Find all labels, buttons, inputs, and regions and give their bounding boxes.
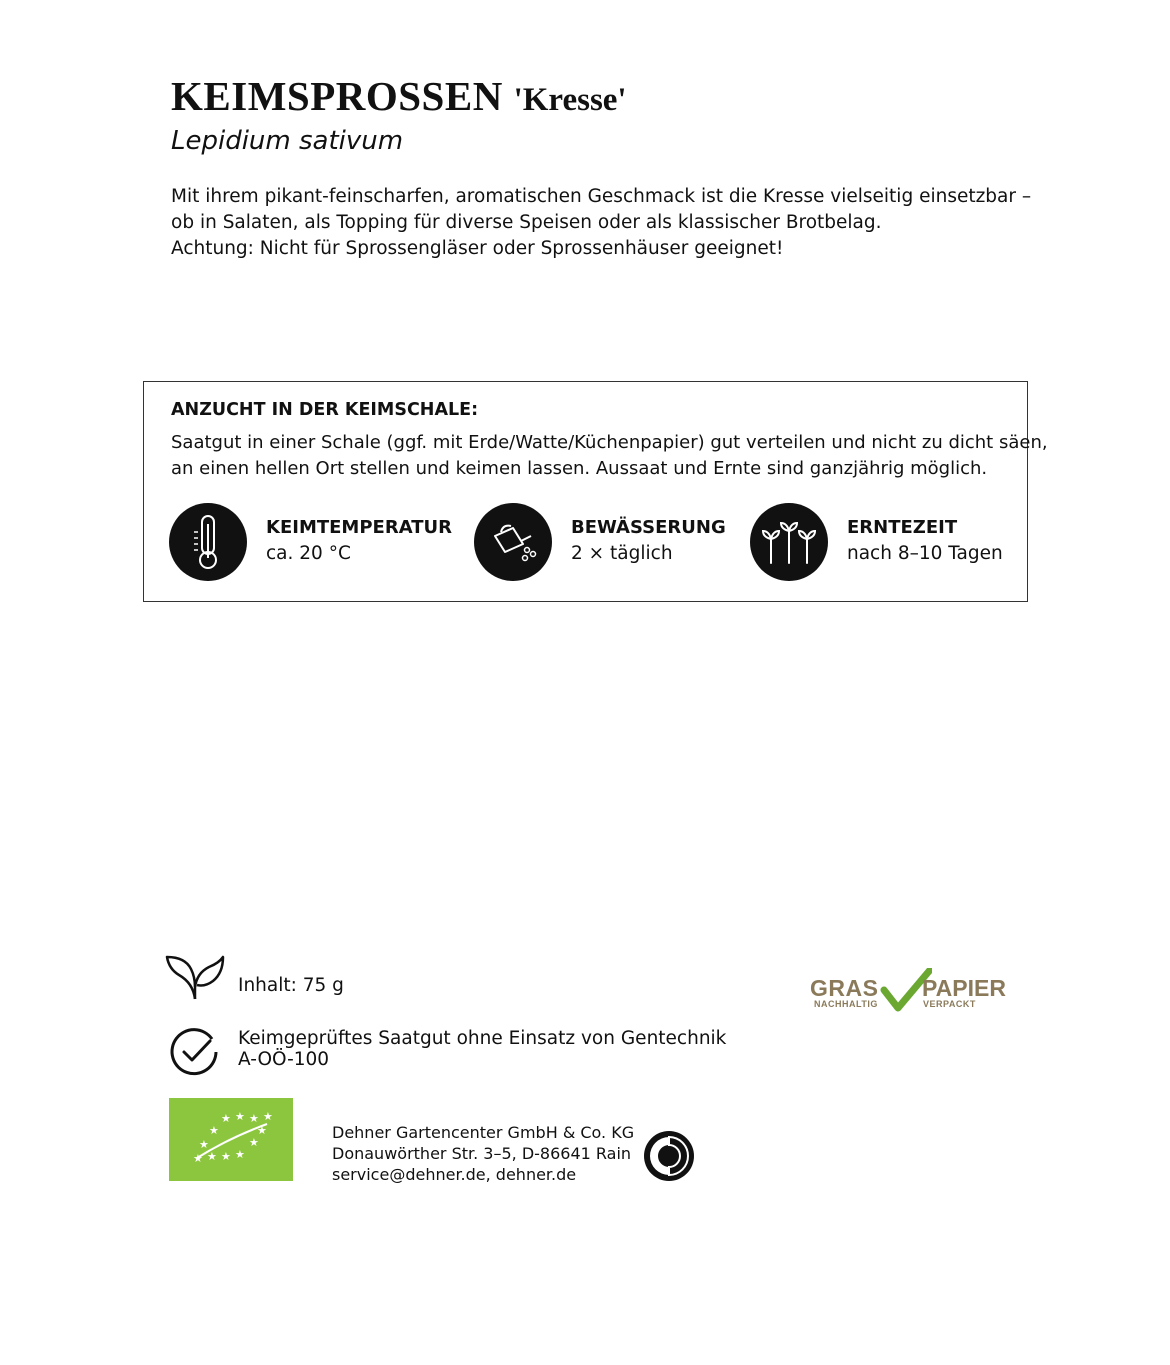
svg-text:★: ★: [249, 1136, 259, 1149]
watering-can-icon: [474, 503, 552, 581]
check-circle-icon: [168, 1025, 222, 1083]
feature-value-watering: 2 × täglich: [571, 543, 673, 564]
gras-logo-right: PAPIER: [922, 975, 1006, 1001]
company-name: Dehner Gartencenter GmbH & Co. KG: [332, 1123, 635, 1142]
cultivation-line: an einen hellen Ort stellen und keimen lassen. Aussaat und Ernte sind ganzjährig möglich.: [171, 458, 988, 479]
description-line: ob in Salaten, als Topping für diverse Speisen oder als klassischer Brotbelag.: [171, 212, 882, 233]
svg-text:★: ★: [199, 1138, 209, 1151]
eu-organic-logo: [169, 1098, 293, 1181]
company-address: [332, 1122, 634, 1185]
svg-text:★: ★: [235, 1110, 245, 1123]
description-line: Mit ihrem pikant-feinscharfen, aromatischen Geschmack ist die Kresse vielseitig einsetzbar –: [171, 186, 1032, 207]
cultivation-line: Saatgut in einer Schale (ggf. mit Erde/Watte/Küchenpapier) gut verteilen und nicht zu dicht säen,: [171, 432, 1048, 453]
cultivation-text: [171, 430, 1048, 482]
product-title-main: KEIMSPROSSEN: [171, 73, 503, 119]
gras-logo-left-sub: NACHHALTIG: [814, 999, 878, 1009]
svg-text:★: ★: [221, 1112, 231, 1125]
svg-text:★: ★: [235, 1148, 245, 1161]
feature-value-harvest: nach 8–10 Tagen: [847, 543, 1003, 564]
product-variety: 'Kresse': [513, 82, 627, 118]
product-title: [171, 72, 627, 120]
svg-text:★: ★: [209, 1124, 219, 1137]
thermometer-icon: [169, 503, 247, 581]
contact-info: service@dehner.de, dehner.de: [332, 1165, 577, 1184]
svg-text:★: ★: [249, 1112, 259, 1125]
feature-value-temperature: ca. 20 °C: [266, 543, 351, 564]
sprouts-icon: [750, 503, 828, 581]
svg-text:★: ★: [193, 1152, 203, 1165]
gras-logo-left: GRAS: [810, 975, 879, 1001]
product-description: [171, 184, 1031, 262]
recycling-icon: [642, 1129, 696, 1187]
street-address: Donauwörther Str. 3–5, D-86641 Rain: [332, 1144, 632, 1163]
feature-label-watering: BEWÄSSERUNG: [571, 517, 726, 538]
svg-text:★: ★: [257, 1124, 267, 1137]
control-code: A-OÖ-100: [238, 1049, 330, 1070]
leaf-icon: [163, 953, 227, 1007]
quality-statement: Keimgeprüftes Saatgut ohne Einsatz von Gentechnik: [238, 1028, 727, 1049]
feature-label-harvest: ERNTEZEIT: [847, 517, 958, 538]
svg-text:★: ★: [207, 1150, 217, 1163]
cultivation-title: ANZUCHT IN DER KEIMSCHALE:: [171, 400, 479, 420]
feature-label-temperature: KEIMTEMPERATUR: [266, 517, 452, 538]
svg-text:★: ★: [263, 1110, 273, 1123]
latin-name: Lepidium sativum: [171, 126, 404, 156]
description-line: Achtung: Nicht für Sprossengläser oder Sprossenhäuser geeignet!: [171, 238, 784, 259]
content-weight: Inhalt: 75 g: [238, 975, 344, 996]
svg-text:★: ★: [221, 1150, 231, 1163]
gras-logo-right-sub: VERPACKT: [923, 999, 976, 1009]
